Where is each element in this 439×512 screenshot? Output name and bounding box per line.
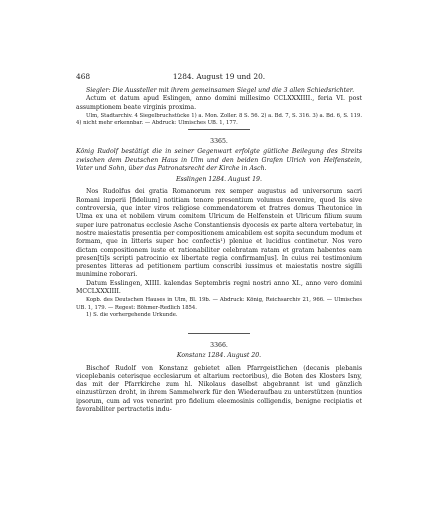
place-date: Esslingen 1284. August 19. (176, 176, 262, 184)
previous-document-tail (76, 87, 362, 127)
document-3366 (76, 342, 362, 414)
charter-text: Bischof Rudolf von Konstanz gebietet allen Pfarrgeistlichen (decanis plebanis viceplebanis ceterisque ecclesiarum et altarium rectoribus), die Boten des Klosters Isny, das mit der Pfarrkirche zum hl. Nikolaus daselbst abgebrannt ist und gänzlich einzustürzen droht, in ihrem Sammelwerk für den Wiederaufbau zu unterstützen (nuntios ipsorum, cum ad vos venerint pro fidelium eleemosinis colligendis, benigne recipiatis et favorabiliter pertractetis indu- (76, 364, 362, 414)
footnote: 1) S. die vorhergehende Urkunde. (86, 311, 178, 318)
page-header (76, 72, 362, 82)
source-note: Kopb. des Deutschen Hauses in Ulm, Bl. 19b. — Abdruck: König, Reichsarchiv 21, 966. — Ulmisches UB. 1, 179. — Regest: Böhmer-Redlich 1854. (76, 297, 362, 311)
charter-dating: Datum Esslingen, XIIII. kalendas Septembris regni nostri anno XI., anno vero domini MCCLXXXIIII. (76, 279, 362, 296)
previous-footnotes: Ulm, Stadtarchiv. 4 Siegelbruchstücke 1) a. Mon. Zoller. 8 S. 56. 2) a. Bd. 7, S. 316. 3) a. Bd. 6, S. 119. 4) nicht mehr erkennbar. — Abdruck: Ulmisches UB. 1, 177. (76, 112, 362, 127)
document-number: 3366. (210, 342, 228, 349)
sealer-note: Siegler: Die Aussteller mit ihrem gemeinsamen Siegel und die 3 allen Schiedsrichter. (86, 87, 355, 94)
page-number: 468 (76, 72, 91, 81)
running-head: 1284. August 19 und 20. (172, 72, 266, 81)
divider-rule (188, 129, 250, 130)
divider-rule (188, 333, 250, 334)
document-3365 (76, 138, 362, 319)
document-number: 3365. (210, 138, 228, 145)
place-date: Konstanz 1284. August 20. (176, 352, 262, 360)
charter-body: Nos Rudolfus dei gratia Romanorum rex semper augustus ad universorum sacri Romani imperii [fidelium] notitiam tenore presentium volumus devenire, quod lis sive controversia, que inter viros religiose commendatorem et fratres domus Theutonice in Ulma ex una et nobilem virum comitem Ulricum de Helfenstein et Ulricum filium suum super iure patronatus ecclesie Asche Constantiensis dyocesis ex parte altera vertebatur, in nostre maiestatis presentia per compositionem amicabilem est sopita secundum modum et formam, que in litteris super hoc confectis¹) pleniue et lucidius continetur. Nos vero dictam compositionem iuste et rationabiliter celebratam ratam et gratam habentes eam presen[ti]s scripti patrocinio ex libertate regia confirmam[us]. In cuius rei testimonium presentes litteras ad petitionem partium conscribi iussimus et maiestatis nostre sigilli munimine roborari. (76, 188, 362, 279)
previous-dating: Actum et datum apud Eslingen, anno domini millesimo CCLXXXIIII., feria VI. post assumptionem beate virginis proxima. (76, 95, 362, 111)
regest-heading: König Rudolf bestätigt die in seiner Gegenwart erfolgte gütliche Beilegung des Streits zwischen dem Deutschen Haus in Ulm und den beiden Grafen Ulrich von Helfenstein, Vater und Sohn, über das Patronatsrecht der Kirche in Asch. (76, 148, 362, 172)
